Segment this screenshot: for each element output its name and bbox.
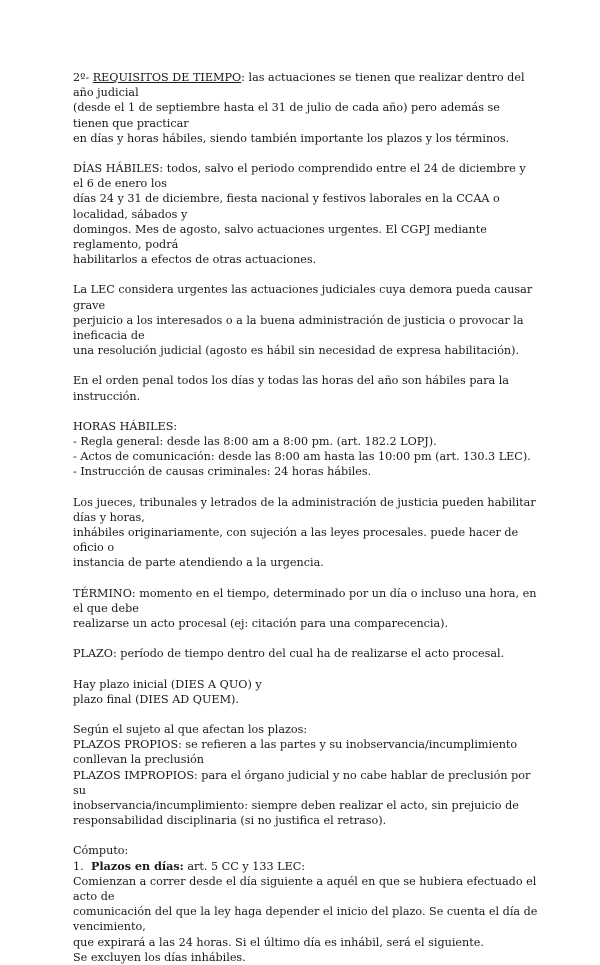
computo-list-item [73, 859, 538, 874]
horas-habiles-title: HORAS HÁBILES: [73, 419, 178, 433]
plazos-en-dias-ref: art. 5 CC y 133 LEC: [183, 859, 306, 873]
sujeto-line-3: conllevan la preclusión [73, 753, 204, 767]
plazo-paragraph: PLAZO: período de tiempo dentro del cual ha de realizarse el acto procesal. [73, 647, 505, 661]
lec-urgentes-line-2: perjuicio a los interesados o a la buena administración de justicia o provocar la ineficacia de [73, 313, 524, 343]
section-2-paragraph [73, 70, 538, 100]
orden-penal-paragraph: En el orden penal todos los días y todas las horas del año son hábiles para la instrucción. [73, 374, 509, 403]
plazos-en-dias-label: Plazos en días: [91, 858, 184, 873]
section-line-2: (desde el 1 de septiembre hasta el 31 de julio de cada año) pero además se tienen que practicar [73, 101, 500, 130]
computo-line-3: que expirará a las 24 horas. Si el último día es inhábil, será el siguiente. [73, 935, 484, 949]
dies-line-2: plazo final (DIES AD QUEM). [73, 692, 239, 706]
dias-habiles-line-1: DÍAS HÁBILES: todos, salvo el periodo comprendido entre el 24 de diciembre y el 6 de enero los [73, 162, 526, 191]
sujeto-line-5: inobservancia/incumplimiento: siempre deben realizar el acto, sin prejuicio de [73, 798, 519, 812]
habilitar-line-2: inhábiles originariamente, con sujeción a las leyes procesales. puede hacer de oficio o [73, 526, 519, 555]
sujeto-line-1: Según el sujeto al que afectan los plazos: [73, 722, 308, 736]
computo-line-1: Comienzan a correr desde el día siguiente a aquél en que se hubiera efectuado el acto de [73, 874, 537, 903]
dias-habiles-line-3: domingos. Mes de agosto, salvo actuaciones urgentes. El CGPJ mediante reglamento, podrá [73, 222, 487, 252]
habilitar-line-3: instancia de parte atendiendo a la urgencia. [73, 556, 324, 570]
dias-habiles-line-2: días 24 y 31 de diciembre, fiesta nacional y festivos laborales en la CCAA o localidad, sábados y [73, 192, 500, 221]
section-line-1: : las actuaciones se tienen que realizar dentro del año judicial [73, 71, 525, 100]
section-heading: REQUISITOS DE TIEMPO [92, 71, 242, 84]
termino-line-1: TÉRMINO: momento en el tiempo, determinado por un día o incluso una hora, en el que debe [73, 586, 537, 615]
horas-habiles-item: - Actos de comunicación: desde las 8:00 am hasta las 10:00 pm (art. 130.3 LEC). [73, 450, 531, 464]
habilitar-line-1: Los jueces, tribunales y letrados de la administración de justicia pueden habilitar días y horas, [73, 495, 536, 524]
horas-habiles-item: - Regla general: desde las 8:00 am a 8:00 pm. (art. 182.2 LOPJ). [73, 435, 437, 449]
lec-urgentes-line-1: La LEC considera urgentes las actuaciones judiciales cuya demora pueda causar grave [73, 283, 533, 312]
sujeto-line-4: PLAZOS IMPROPIOS: para el órgano judicial y no cabe hablar de preclusión por su [73, 768, 531, 797]
computo-title: Cómputo: [73, 844, 129, 858]
section-line-3: en días y horas hábiles, siendo también importante los plazos y los términos. [73, 131, 510, 145]
list-number: 1. [73, 859, 84, 873]
computo-line-2: comunicación del que la ley haga depender el inicio del plazo. Se cuenta el día de vencimiento, [73, 905, 538, 934]
termino-line-2: realizarse un acto procesal (ej: citación para una comparecencia). [73, 617, 449, 631]
lec-urgentes-line-3: una resolución judicial (agosto es hábil sin necesidad de expresa habilitación). [73, 344, 520, 358]
section-prefix: 2º- [73, 71, 93, 84]
horas-habiles-item: - Instrucción de causas criminales: 24 horas hábiles. [73, 465, 372, 479]
dies-line-1: Hay plazo inicial (DIES A QUO) y [73, 677, 262, 691]
dias-habiles-line-4: habilitarlos a efectos de otras actuaciones. [73, 253, 317, 267]
sujeto-line-2: PLAZOS PROPIOS: se refieren a las partes y su inobservancia/incumplimiento [73, 738, 518, 752]
computo-line-4: Se excluyen los días inhábiles. [73, 950, 246, 964]
sujeto-line-6: responsabilidad disciplinaria (si no justifica el retraso). [73, 814, 387, 828]
